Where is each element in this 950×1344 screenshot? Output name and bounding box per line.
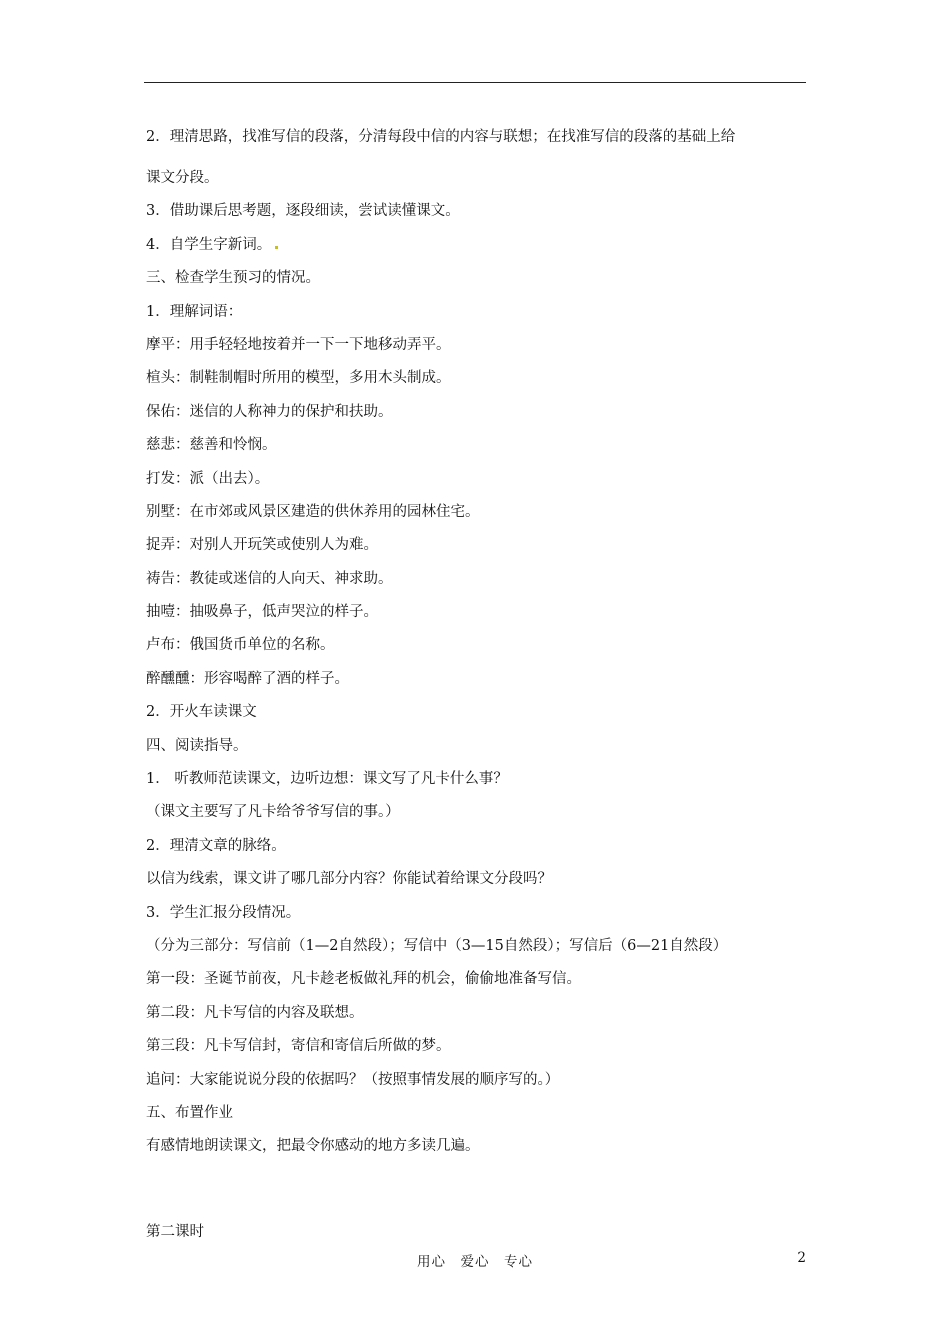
stray-mark bbox=[275, 246, 278, 249]
text-line: 有感情地朗读课文，把最令你感动的地方多读几遍。 bbox=[146, 1138, 480, 1155]
text-line-content: 4．自学生字新词。 bbox=[146, 236, 272, 253]
vocab-entry: 保佑：迷信的人称神力的保护和扶助。 bbox=[146, 403, 393, 420]
footer-motto: 用心 爱心 专心 bbox=[417, 1254, 533, 1270]
blank-line bbox=[146, 1167, 808, 1219]
text-line: 第三段：凡卡写信封，寄信和寄信后所做的梦。 bbox=[146, 1038, 451, 1055]
vocab-entry: 慈悲：慈善和怜悯。 bbox=[146, 437, 277, 454]
text-line: 2．理清文章的脉络。 bbox=[146, 837, 286, 854]
text-line: （课文主要写了凡卡给爷爷写信的事。） bbox=[146, 804, 400, 821]
section-heading: 第二课时 bbox=[146, 1223, 204, 1240]
vocab-entry: 祷告：教徒或迷信的人向天、神求助。 bbox=[146, 570, 393, 587]
section-heading: 四、阅读指导。 bbox=[146, 737, 248, 754]
page-number: 2 bbox=[797, 1250, 806, 1266]
text-line: 追问：大家能说说分段的依据吗？（按照事情发展的顺序写的。） bbox=[146, 1071, 560, 1088]
text-line: 1．理解词语： bbox=[146, 303, 243, 320]
text-line: 课文分段。 bbox=[146, 170, 219, 186]
document-body bbox=[146, 124, 808, 1252]
text-line: 第一段：圣诞节前夜，凡卡趁老板做礼拜的机会，偷偷地准备写信。 bbox=[146, 971, 581, 988]
text-line: 第二段：凡卡写信的内容及联想。 bbox=[146, 1004, 364, 1021]
vocab-entry: 醉醺醺：形容喝醉了酒的样子。 bbox=[146, 670, 349, 687]
vocab-entry: 楦头：制鞋制帽时所用的模型，多用木头制成。 bbox=[146, 370, 451, 387]
header-rule bbox=[144, 82, 806, 83]
vocab-entry: 卢布：俄国货币单位的名称。 bbox=[146, 637, 335, 654]
section-heading: 三、检查学生预习的情况。 bbox=[146, 270, 320, 287]
text-line: 2．理清思路，找准写信的段落，分清每段中信的内容与联想；在找准写信的段落的基础上给 bbox=[146, 129, 736, 145]
text-line bbox=[146, 232, 808, 265]
vocab-entry: 打发：派（出去）。 bbox=[146, 470, 270, 487]
text-line: 3．借助课后思考题，逐段细读，尝试读懂课文。 bbox=[146, 203, 460, 220]
vocab-entry: 别墅：在市郊或风景区建造的供休养用的园林住宅。 bbox=[146, 503, 480, 520]
text-line: 3．学生汇报分段情况。 bbox=[146, 904, 301, 921]
section-heading: 五、布置作业 bbox=[146, 1104, 233, 1121]
text-line: （分为三部分：写信前（1—2自然段）；写信中（3—15自然段）；写信后（6—21自然段） bbox=[146, 937, 728, 954]
vocab-entry: 捉弄：对别人开玩笑或使别人为难。 bbox=[146, 537, 378, 554]
vocab-entry: 摩平：用手轻轻地按着并一下一下地移动弄平。 bbox=[146, 336, 451, 353]
text-line: 2．开火车读课文 bbox=[146, 704, 257, 721]
text-line: 1． 听教师范读课文，边听边想：课文写了凡卡什么事？ bbox=[146, 771, 508, 788]
vocab-entry: 抽噎：抽吸鼻子，低声哭泣的样子。 bbox=[146, 604, 378, 621]
text-line: 以信为线索，课文讲了哪几部分内容？你能试着给课文分段吗？ bbox=[146, 871, 552, 888]
